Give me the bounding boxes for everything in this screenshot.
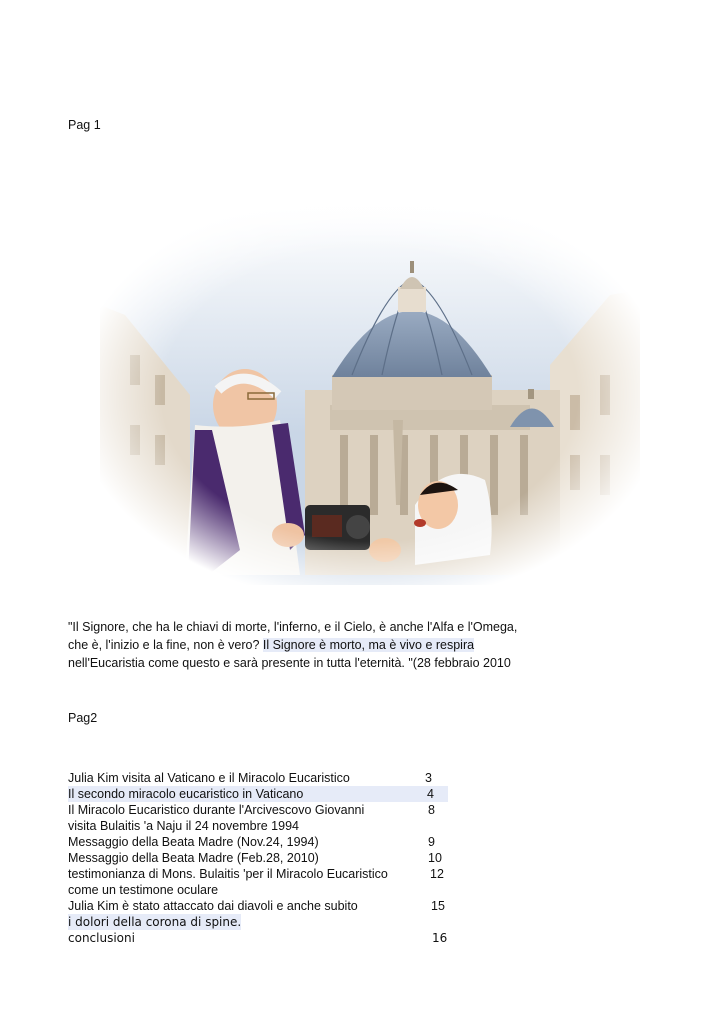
toc-title: Julia Kim è stato attaccato dai diavoli e anche subito (68, 899, 358, 913)
toc-title: come un testimone oculare (68, 883, 219, 897)
toc-row (68, 914, 468, 930)
toc-page: 8 (428, 803, 435, 817)
toc-page: 12 (430, 867, 444, 881)
toc-page: 3 (425, 771, 432, 785)
toc-title: Il secondo miracolo eucaristico in Vaticano (68, 787, 304, 801)
toc-title: Messaggio della Beata Madre (Nov.24, 1994) (68, 835, 319, 849)
toc-title: testimonianza di Mons. Bulaitis 'per il Miracolo Eucaristico (68, 867, 388, 881)
toc-page: 16 (432, 931, 448, 945)
toc-row (68, 930, 468, 946)
toc-title: Messaggio della Beata Madre (Feb.28, 2010) (68, 851, 319, 865)
toc-title: i dolori della corona di spine. (68, 915, 242, 929)
page-2-label: Pag2 (68, 711, 98, 725)
toc-title: conclusioni (68, 931, 135, 945)
table-of-contents (68, 770, 468, 946)
toc-title: Il Miracolo Eucaristico durante l'Arcivescovo Giovanni (68, 803, 365, 817)
toc-row (68, 770, 468, 786)
page-1-label: Pag 1 (68, 118, 101, 132)
toc-title: visita Bulaitis 'a Naju il 24 novembre 1994 (68, 819, 299, 833)
toc-title: Julia Kim visita al Vaticano e il Miracolo Eucaristico (68, 771, 350, 785)
quote-paragraph (68, 618, 538, 672)
toc-row (68, 850, 468, 866)
toc-row (68, 898, 468, 914)
toc-row (68, 866, 468, 882)
toc-page: 10 (428, 851, 442, 865)
toc-row (68, 802, 468, 818)
toc-row (68, 818, 468, 834)
toc-page: 15 (431, 899, 445, 913)
toc-row (68, 786, 448, 802)
toc-page: 9 (428, 835, 435, 849)
quote-highlight: Il Signore è morto, ma è vivo e respira (262, 638, 475, 652)
quote-text-part1: "Il Signore, che ha le chiavi di morte, l'inferno, e il Cielo, è anche l'Alfa e l'Omega, che è, l'inizio e la fine, non è vero? (68, 620, 518, 652)
toc-row (68, 882, 468, 898)
vatican-eucharistic-miracle-photo (100, 205, 640, 585)
toc-row (68, 834, 468, 850)
quote-text-part2: nell'Eucaristia come questo e sarà presente in tutta l'eternità. "(28 febbraio 2010 (68, 656, 511, 670)
toc-page: 4 (427, 787, 434, 801)
